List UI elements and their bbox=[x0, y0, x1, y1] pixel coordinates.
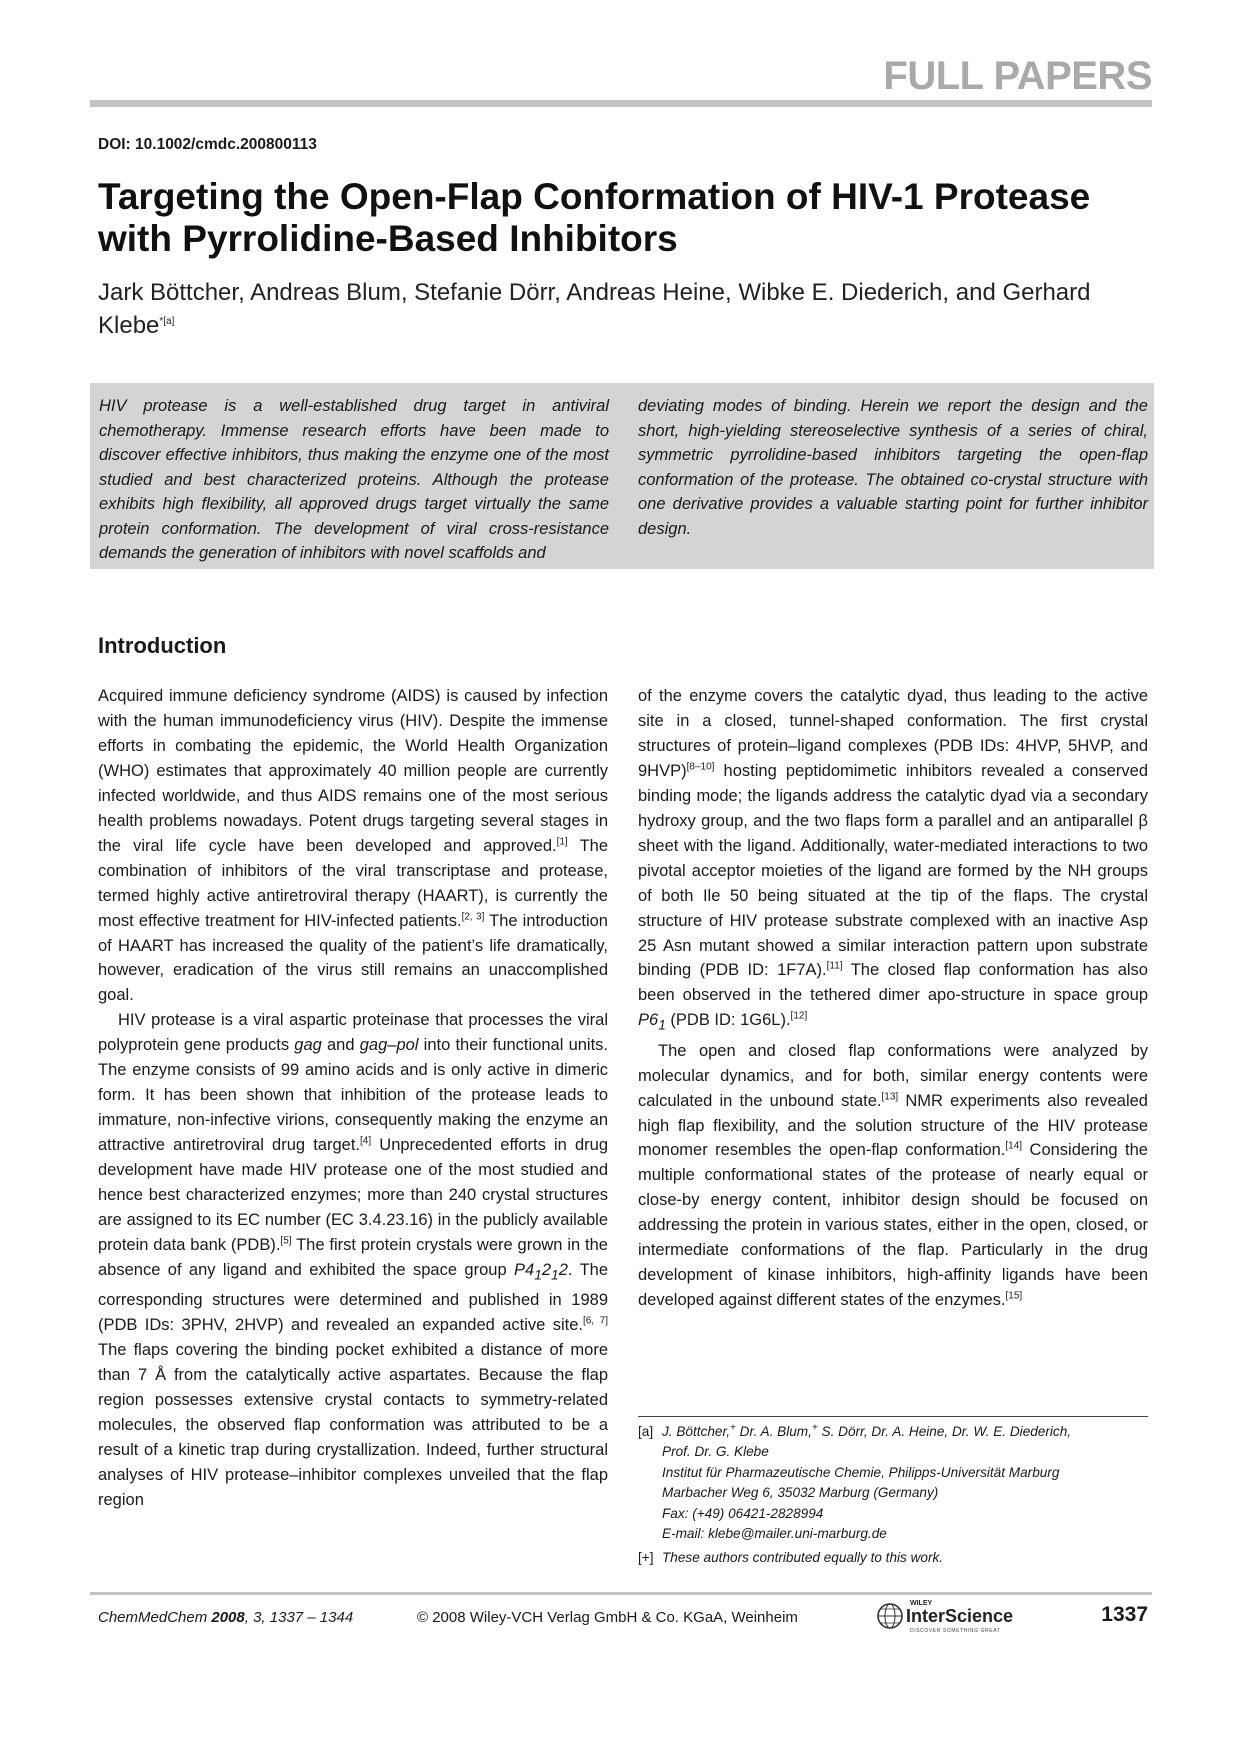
globe-icon bbox=[878, 1604, 902, 1628]
text-run: . The corresponding structures were determined and published in 1989 (PDB IDs: 3PHV, 2HVP) and revealed an expanded active site. bbox=[98, 1260, 608, 1335]
gene-name: gag–pol bbox=[359, 1036, 419, 1055]
space-group-part: P6 bbox=[638, 1011, 659, 1030]
page-number: 1337 bbox=[1101, 1603, 1148, 1626]
citation: [1] bbox=[556, 836, 568, 848]
paragraph bbox=[638, 684, 1148, 1039]
copyright-notice: © 2008 Wiley-VCH Verlag GmbH & Co. KGaA, Weinheim bbox=[417, 1609, 798, 1626]
text-run: The introduction of HAART has increased the quality of the patient’s life dramatically, however, eradication of the virus still remains an unaccomplished goal. bbox=[98, 911, 608, 1005]
space-group-subscript: 1 bbox=[534, 1267, 542, 1283]
citation: [6, 7] bbox=[582, 1315, 608, 1327]
text-run: into their functional units. The enzyme consists of 99 amino acids and is only active in dimeric form. It has been shown that inhibition of the protease leads to immature, non-infective virions, consequently making the enzyme an attractive antiretroviral drug target. bbox=[98, 1036, 608, 1155]
text-run: The first protein crystals were grown in the absence of any ligand and exhibited the space group bbox=[98, 1235, 608, 1279]
text-run: of the enzyme covers the catalytic dyad, thus leading to the active site in a closed, tunnel-shaped conformation. The first crystal structures of protein–ligand complexes (PDB IDs: 4HVP, 5HVP, and 9HVP) bbox=[638, 687, 1148, 780]
author-list bbox=[98, 276, 1098, 342]
citation: [11] bbox=[826, 960, 843, 972]
equal-contribution-mark: + bbox=[811, 1422, 818, 1434]
text-run: (PDB ID: 1G6L). bbox=[665, 1011, 791, 1030]
author-names: Jark Böttcher, Andreas Blum, Stefanie Dörr, Andreas Heine, Wibke E. Diederich, and Gerhard Klebe bbox=[98, 279, 1091, 339]
section-label: FULL PAPERS bbox=[883, 54, 1152, 98]
footnote-line bbox=[662, 1422, 1158, 1442]
space-group-part: 2 bbox=[541, 1260, 552, 1279]
text-run: Acquired immune deficiency syndrome (AIDS) is caused by infection with the human immunodeficiency virus (HIV). Despite the immense efforts in combating the epidemic, the World Health Organization (WHO) estimates that approximately 40 million people are currently infected worldwide, and thus AIDS remains one of the most serious health problems nowadays. Potent drugs targeting several stages in the viral life cycle have been developed and approved. bbox=[98, 687, 608, 855]
article-title: Targeting the Open-Flap Conformation of HIV-1 Protease with Pyrrolidine-Based Inhibitors bbox=[98, 176, 1091, 259]
doi: DOI: 10.1002/cmdc.200800113 bbox=[98, 136, 317, 153]
space-group-subscript: 1 bbox=[551, 1267, 559, 1283]
affiliation-footnotes bbox=[638, 1422, 1158, 1569]
footnote-line: Institut für Pharmazeutische Chemie, Philipps-Universität Marburg bbox=[662, 1464, 1060, 1480]
paragraph bbox=[98, 684, 608, 1008]
space-group-part: 2 bbox=[558, 1260, 568, 1279]
body-left-column bbox=[98, 684, 608, 1513]
citation: [12] bbox=[790, 1010, 808, 1022]
journal-year: 2008 bbox=[211, 1609, 245, 1626]
text-run: The combination of inhibitors of the viral transcriptase and protease, termed highly active antiretroviral therapy (HAART), is currently the most effective treatment for HIV-infected patients. bbox=[98, 836, 608, 930]
footnote-marker: [+] bbox=[638, 1550, 654, 1566]
wiley-wordmark: WILEY bbox=[910, 1600, 933, 1607]
citation: [2, 3] bbox=[461, 911, 485, 923]
footnote-marker: [a] bbox=[638, 1424, 654, 1439]
citation: [5] bbox=[280, 1235, 292, 1247]
citation: [13] bbox=[881, 1091, 899, 1103]
citation: [4] bbox=[360, 1135, 372, 1147]
footnote-line: Marbacher Weg 6, 35032 Marburg (Germany) bbox=[662, 1485, 939, 1501]
footnote-body: These authors contributed equally to this work. bbox=[662, 1550, 944, 1566]
abstract-left-column: HIV protease is a well-established drug target in antiviral chemotherapy. Immense research efforts have been made to discover effective inhibitors, thus making the enzyme one of the most studied and best characterized proteins. Although the protease exhibits high flexibility, all approved drugs target virtually the same protein conformation. The development of viral cross-resistance demands the generation of inhibitors with novel scaffolds and bbox=[99, 397, 609, 562]
footnote-equal-contribution bbox=[638, 1548, 1158, 1568]
paragraph bbox=[98, 1008, 608, 1512]
header-rule bbox=[90, 100, 1152, 107]
journal-volume-pages: , 3, 1337 – 1344 bbox=[244, 1609, 354, 1626]
body-right-column bbox=[638, 684, 1148, 1313]
space-group-part: P4 bbox=[514, 1260, 535, 1279]
footnote-rule bbox=[638, 1416, 1148, 1417]
text-run: J. Böttcher, bbox=[662, 1424, 731, 1439]
footnote-affiliation bbox=[638, 1422, 1158, 1544]
text-run: The flaps covering the binding pocket exhibited a distance of more than 7 Å from the catalytically active aspartates. Because the flap region possesses extensive crystal contacts to symmetry-related molecules, the observed flap conformation was attributed to be a result of a kinetic trap during crystallization. Indeed, further structural analyses of HIV protease–inhibitor complexes unveiled that the flap region bbox=[98, 1341, 608, 1509]
footnote-line: E-mail: klebe@mailer.uni-marburg.de bbox=[662, 1526, 887, 1542]
footer-rule bbox=[90, 1592, 1152, 1595]
abstract-right-column: deviating modes of binding. Herein we report the design and the short, high-yielding stereoselective synthesis of a series of chiral, symmetric pyrrolidine-based inhibitors targeting the open-flap conformation of the protease. The obtained co-crystal structure with one derivative provides a valuable starting point for further inhibitor design. bbox=[638, 397, 1148, 538]
citation: [15] bbox=[1005, 1290, 1023, 1302]
citation: [8–10] bbox=[686, 761, 715, 773]
footnote-line: Prof. Dr. G. Klebe bbox=[662, 1444, 769, 1460]
paragraph bbox=[638, 1039, 1148, 1313]
text-run: The closed flap conformation has also been observed in the tethered dimer apo-structure in space group bbox=[638, 961, 1148, 1005]
text-run: Unprecedented efforts in drug development have made HIV protease one of the most studied and hence best characterized enzymes; more than 240 crystal structures are assigned to its EC number (EC 3.4.23.16) in the publicly available protein data bank (PDB). bbox=[98, 1136, 608, 1254]
interscience-logo bbox=[876, 1596, 1048, 1636]
text-run: Dr. A. Blum, bbox=[735, 1424, 812, 1439]
text-run: HIV protease is a viral aspartic proteinase that processes the viral polyprotein gene products bbox=[98, 1011, 608, 1055]
footnote-body bbox=[662, 1422, 1158, 1544]
logo-tagline: DISCOVER SOMETHING GREAT bbox=[910, 1628, 1001, 1634]
author-affiliation-mark: *[a] bbox=[159, 316, 175, 327]
text-run: Considering the multiple conformational states of the protease of nearly equal or close-by energy content, inhibitor design should be focused on addressing the protein in various states, either in the open, closed, or intermediate conformations of the flap. Particularly in the drug development of kinase inhibitors, high-affinity ligands have been developed against different states of the enzymes. bbox=[638, 1141, 1148, 1310]
gene-name: gag bbox=[294, 1036, 322, 1055]
citation: [14] bbox=[1005, 1140, 1023, 1152]
equal-contribution-mark: + bbox=[730, 1422, 736, 1434]
journal-citation bbox=[98, 1609, 353, 1626]
space-group-subscript: 1 bbox=[658, 1017, 666, 1033]
space-group bbox=[638, 1011, 666, 1033]
journal-name: ChemMedChem bbox=[98, 1609, 212, 1626]
interscience-wordmark: InterScience bbox=[906, 1606, 1014, 1626]
text-run: The open and closed flap conformations were analyzed by molecular dynamics, and for both, similar energy contents were calculated in the unbound state. bbox=[638, 1041, 1148, 1110]
text-run: hosting peptidomimetic inhibitors revealed a conserved binding mode; the ligands address the catalytic dyad via a secondary hydroxy group, and the two flaps form a parallel and an antiparallel β sheet with the ligand. Additionally, water-mediated interactions to two pivotal acceptor moieties of the ligand are formed by the NH groups of both Ile 50 being situated at the tip of the flaps. The crystal structure of HIV protease substrate complexed with an inactive Asp 25 Asn mutant showed a similar interaction pattern upon substrate binding (PDB ID: 1F7A). bbox=[638, 761, 1148, 980]
text-run: NMR experiments also revealed high flap flexibility, and the solution structure of the HIV protease monomer resembles the open-flap conformation. bbox=[638, 1091, 1148, 1160]
text-run: and bbox=[321, 1036, 360, 1055]
text-run: S. Dörr, Dr. A. Heine, Dr. W. E. Diederich, bbox=[817, 1424, 1072, 1439]
footnote-line: Fax: (+49) 06421-2828994 bbox=[662, 1505, 824, 1521]
introduction-heading: Introduction bbox=[98, 633, 227, 658]
space-group bbox=[514, 1260, 568, 1283]
